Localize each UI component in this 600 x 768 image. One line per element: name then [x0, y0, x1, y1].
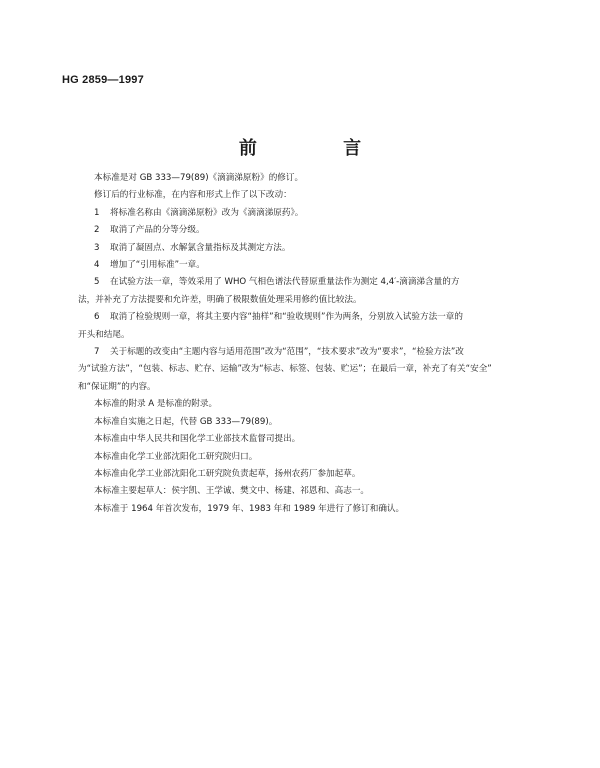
closing-line: 本标准由化学工业部沈阳化工研究院负责起草，扬州农药厂参加起草。 [94, 468, 361, 479]
item-text: 增加了“引用标准”一章。 [110, 260, 205, 271]
list-item [78, 240, 548, 257]
item-text: 取消了凝固点、水解氯含量指标及其测定方法。 [110, 242, 291, 253]
item-number: 6 [94, 312, 100, 323]
item-number: 3 [94, 242, 100, 253]
list-item [78, 344, 548, 361]
item-text: 在试验方法一章，等效采用了 WHO 气相色谱法代替原重量法作为测定 4,4′-滴滴涕含量的方 [110, 277, 460, 288]
closing-line: 本标准的附录 A 是标准的附录。 [94, 399, 218, 410]
item-number: 5 [94, 277, 100, 288]
list-item [78, 274, 548, 291]
item-text: 将标准名称由《滴滴涕原粉》改为《滴滴涕原药》。 [110, 207, 304, 218]
item-continuation: 法，并补充了方法提要和允许差，明确了极限数值处理采用修约值比较法。 [78, 294, 362, 305]
closing-line: 本标准于 1964 年首次发布，1979 年、1983 年和 1989 年进行了修订和确认。 [94, 503, 405, 514]
item-continuation: 为“试验方法”，“包装、标志、贮存、运输”改为“标志、标签、包装、贮运”；在最后一章，补充了有关“安全” [78, 364, 492, 375]
item-number: 1 [94, 207, 100, 218]
list-item [78, 309, 548, 326]
page-title: 前 言 [238, 138, 402, 159]
intro-line-2: 修订后的行业标准，在内容和形式上作了以下改动： [94, 190, 292, 201]
closing-line: 本标准自实施之日起，代替 GB 333—79(89)。 [94, 416, 278, 427]
standard-code: HG 2859—1997 [62, 74, 144, 86]
item-text: 关于标题的改变由“主题内容与适用范围”改为“范围”，“技术要求”改为“要求”，“检验方法”改 [110, 347, 464, 358]
item-number: 4 [94, 260, 100, 271]
list-item [78, 257, 548, 274]
intro-line-1: 本标准是对 GB 333—79(89)《滴滴涕原粉》的修订。 [94, 173, 304, 183]
list-item [78, 205, 548, 222]
foreword-body [78, 170, 548, 518]
closing-line: 本标准主要起草人：侯宇凯、王学诚、樊文中、杨建、祁恩和、高志一。 [94, 486, 370, 497]
item-number: 7 [94, 347, 100, 358]
item-continuation: 和“保证期”的内容。 [78, 381, 156, 392]
item-text: 取消了检验规则一章，将其主要内容“抽样”和“验收规则”作为两条，分别放入试验方法一章的 [110, 312, 463, 323]
item-continuation: 开头和结尾。 [78, 329, 130, 340]
closing-line: 本标准由化学工业部沈阳化工研究院归口。 [94, 451, 258, 462]
list-item [78, 222, 548, 239]
closing-line: 本标准由中华人民共和国化学工业部技术监督司提出。 [94, 434, 301, 445]
item-number: 2 [94, 225, 100, 236]
item-text: 取消了产品的分等分级。 [110, 225, 205, 236]
